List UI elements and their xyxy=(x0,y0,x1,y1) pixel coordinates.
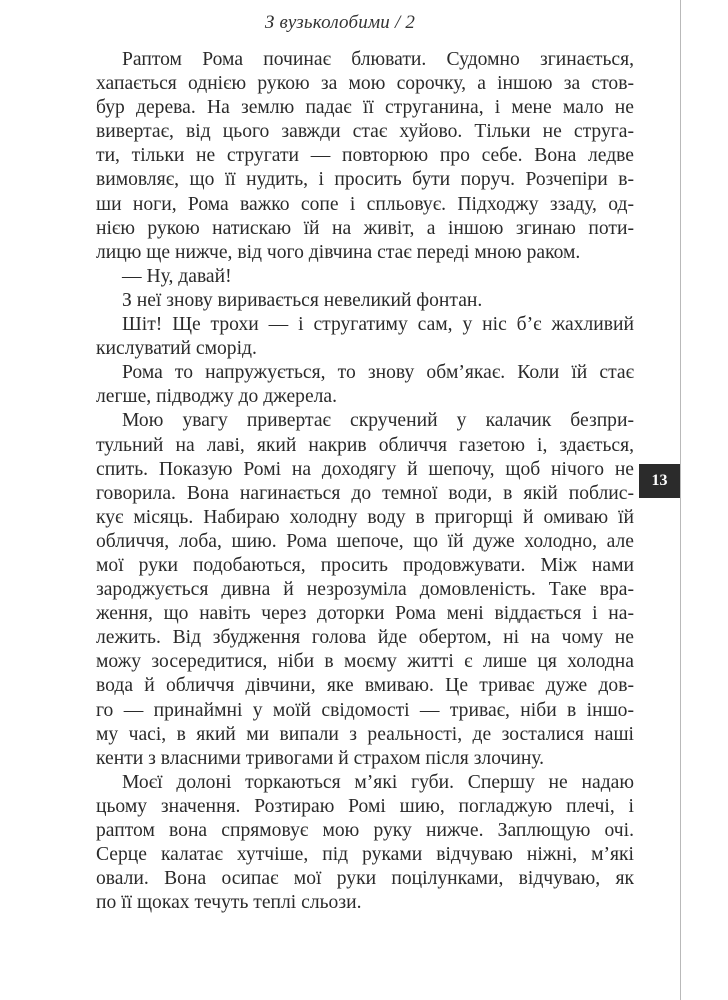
text-line: Раптом Рома починає блювати. Судомно згинається, xyxy=(122,49,634,70)
text-line: вода й обличчя дівчини, яке вмиваю. Це триває дуже дов- xyxy=(96,675,634,697)
text-line: тульний на лаві, який накрив обличчя газетою і, здається, xyxy=(96,434,634,456)
text-line: лицю ще нижче, від чого дівчина стає переді мною раком. xyxy=(96,241,581,263)
text-line: ження, що навіть через доторки Рома мені віддається і на- xyxy=(96,603,634,625)
text-line: хапається однією рукою за мою сорочку, а іншою за стов- xyxy=(96,73,634,95)
text-line: можу зосередитися, ніби в моєму житті є лише ця холодна xyxy=(96,651,634,673)
text-line: говорила. Вона нагинається до темної води, в якій поблис- xyxy=(96,482,634,504)
text-line: раптом вона спрямовує мою руку нижче. Заплющую очі. xyxy=(96,820,634,841)
text-line: лежить. Від збудження голова йде обертом, ні на чому не xyxy=(96,627,634,649)
text-line: по її щоках течуть теплі сльози. xyxy=(96,892,362,914)
body-text xyxy=(96,48,634,915)
text-line: кує місяць. Набираю холодну воду в пригорщі й омиваю їй xyxy=(96,506,634,528)
text-line: Шіт! Ще трохи — і стругатиму сам, у ніс б’є жахливий xyxy=(122,314,634,336)
text-line: кислуватий сморід. xyxy=(96,338,257,360)
text-line: бур дерева. На землю падає її струганина, і мене мало не xyxy=(96,97,634,119)
page-edge-line xyxy=(680,0,681,1000)
text-line: обличчя, лоба, шию. Рома шепоче, що їй дуже холодно, але xyxy=(96,530,634,552)
text-line: нією рукою натискаю їй на живіт, а іншою згинаю поти- xyxy=(96,217,634,239)
page-number-tab: 13 xyxy=(639,464,680,498)
text-line: легше, підводжу до джерела. xyxy=(96,386,338,408)
running-header: З вузьколобими / 2 xyxy=(264,12,416,33)
text-line: мої руки подобаються, просить продовжувати. Між нами xyxy=(96,554,634,576)
text-line: З неї знову виривається невеликий фонтан. xyxy=(122,289,483,311)
text-line: ти, тільки не стругати — повторюю про себе. Вона ледве xyxy=(96,145,634,167)
text-line: овали. Вона осипає мої руки поцілунками, відчуваю, як xyxy=(96,868,634,890)
text-line: вивертає, від цього завжди стає хуйово. Тільки не струга- xyxy=(96,121,634,143)
text-line: Мою увагу привертає скручений у калачик безпри- xyxy=(122,410,634,432)
text-line: Моєї долоні торкаються м’які губи. Спершу не надаю xyxy=(122,771,634,793)
text-line: му часі, в який ми випали з реальності, де зосталися наші xyxy=(96,723,634,745)
text-line: Рома то напружується, то знову обм’якає. Коли їй стає xyxy=(122,362,634,384)
text-line: вимовляє, що її нудить, і просить бути поруч. Розчепіри в- xyxy=(96,169,634,191)
text-line: — Ну, давай! xyxy=(122,265,232,287)
text-line: зароджується дивна й незрозуміла домовленість. Таке вра- xyxy=(96,579,634,601)
text-line: го — принаймні у моїй свідомості — триває, ніби в іншо- xyxy=(96,699,634,721)
text-line: ши ноги, Рома важко сопе і спльовує. Підходжу ззаду, од- xyxy=(96,193,634,215)
text-line: Серце калатає хутчіше, під руками відчуваю ніжні, м’які xyxy=(96,844,634,866)
text-line: цьому значення. Розтираю Ромі шию, погладжую плечі, і xyxy=(96,795,634,817)
text-line: кенти з власними тривогами й страхом після злочину. xyxy=(96,747,545,769)
text-line: спить. Показую Ромі на доходягу й шепочу, щоб нічого не xyxy=(96,458,634,480)
